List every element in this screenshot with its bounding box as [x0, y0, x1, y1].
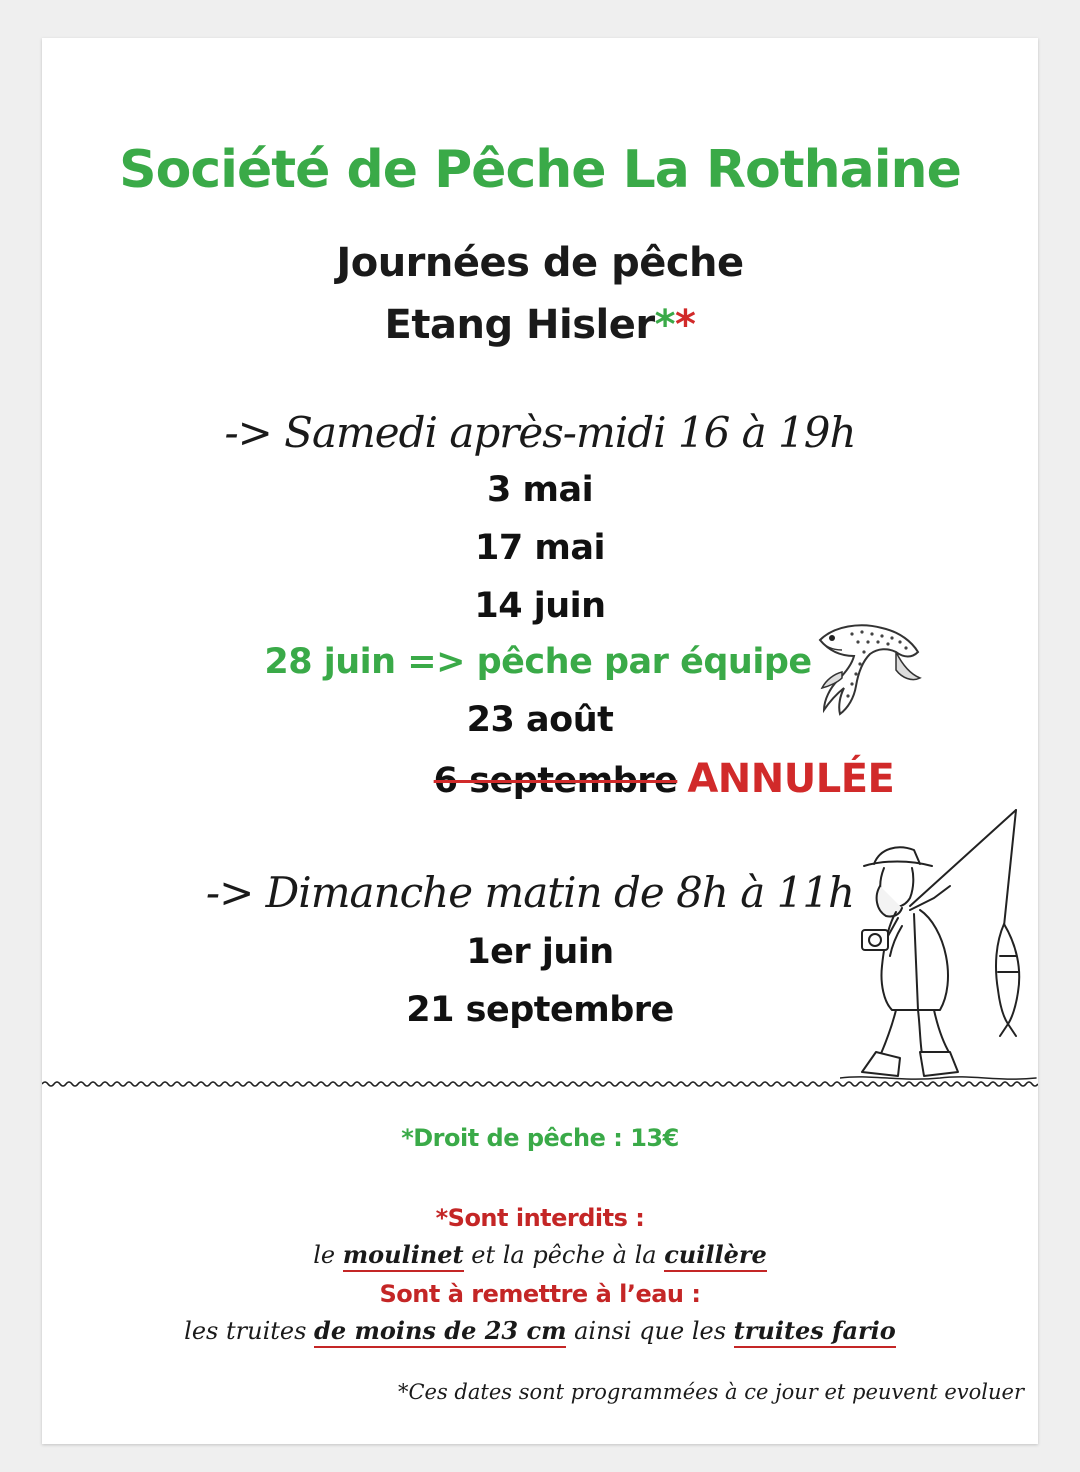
red-asterisk: * — [675, 302, 696, 348]
forbidden-text-part2: et la pêche à la — [463, 1241, 665, 1269]
footnote: *Ces dates sont programmées à ce jour et peuvent evoluer — [397, 1380, 1024, 1404]
release-title: Sont à remettre à l’eau : — [379, 1280, 701, 1308]
sunday-date-2: 21 septembre — [406, 990, 674, 1030]
saturday-date-2: 17 mai — [475, 528, 605, 568]
green-asterisk: * — [654, 302, 676, 348]
forbidden-moulinet: moulinet — [343, 1240, 464, 1272]
cancelled-label: ANNULÉE — [687, 756, 895, 802]
subtitle-line-2 — [0, 302, 1080, 348]
saturday-header: -> Samedi après-midi 16 à 19h — [224, 408, 856, 457]
fee-line: *Droit de pêche : 13€ — [401, 1124, 679, 1152]
saturday-date-5: 23 août — [466, 700, 614, 740]
release-text — [0, 1316, 1080, 1345]
release-size: de moins de 23 cm — [314, 1316, 566, 1348]
saturday-date-team: 28 juin => pêche par équipe — [264, 642, 812, 682]
sunday-date-1: 1er juin — [466, 932, 614, 972]
cancelled-date: 6 septembre — [433, 761, 678, 801]
release-text-part2: ainsi que les — [566, 1317, 734, 1345]
saturday-date-3: 14 juin — [474, 586, 606, 626]
forbidden-text-part1: le — [313, 1241, 343, 1269]
subtitle-etang: Etang Hisler — [384, 302, 655, 348]
subtitle-line-1: Journées de pêche — [336, 240, 744, 286]
forbidden-text — [0, 1240, 1080, 1269]
fisherman-illustration — [840, 806, 1040, 1088]
poster-title: Société de Pêche La Rothaine — [119, 140, 961, 200]
forbidden-title: *Sont interdits : — [435, 1204, 645, 1232]
release-text-part1: les truites — [184, 1317, 315, 1345]
saturday-date-1: 3 mai — [486, 470, 594, 510]
trout-fish-illustration — [812, 612, 924, 720]
sunday-header: -> Dimanche matin de 8h à 11h — [205, 868, 855, 917]
release-fario: truites fario — [734, 1316, 896, 1348]
cancelled-date-row — [124, 756, 1080, 802]
forbidden-cuillere: cuillère — [664, 1240, 767, 1272]
wavy-divider — [42, 1076, 1038, 1092]
